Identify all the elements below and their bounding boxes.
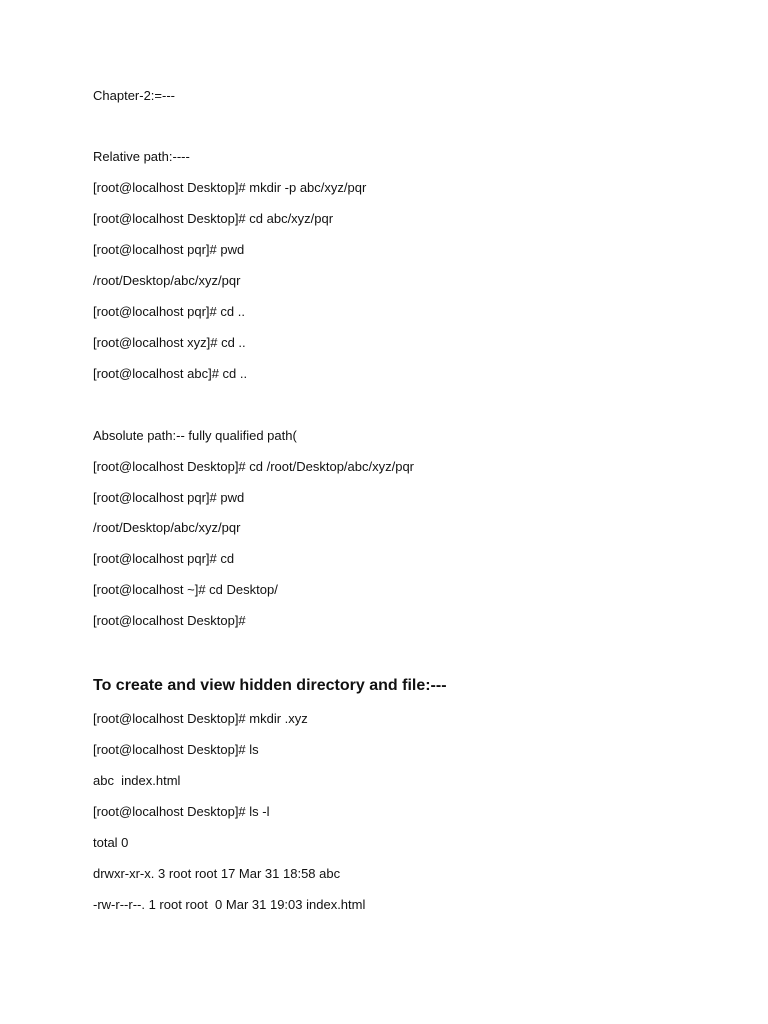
relative-line-6: [root@localhost xyz]# cd .. bbox=[93, 335, 246, 350]
absolute-line-4: [root@localhost pqr]# cd bbox=[93, 551, 235, 566]
hidden-line-1: [root@localhost Desktop]# mkdir .xyz bbox=[93, 711, 308, 726]
absolute-line-1: [root@localhost Desktop]# cd /root/Desktop/abc/xyz/pqr bbox=[93, 459, 415, 474]
relative-line-2: [root@localhost Desktop]# cd abc/xyz/pqr bbox=[93, 211, 334, 226]
hidden-line-4: [root@localhost Desktop]# ls -l bbox=[93, 804, 270, 819]
hidden-line-7: -rw-r--r--. 1 root root 0 Mar 31 19:03 index.html bbox=[93, 897, 366, 912]
relative-path-label: Relative path:---- bbox=[93, 149, 190, 164]
hidden-section-heading: To create and view hidden directory and file:--- bbox=[93, 677, 447, 694]
absolute-line-3: /root/Desktop/abc/xyz/pqr bbox=[93, 520, 241, 535]
chapter-title: Chapter-2:=--- bbox=[93, 88, 175, 103]
absolute-line-5: [root@localhost ~]# cd Desktop/ bbox=[93, 582, 278, 597]
relative-line-1: [root@localhost Desktop]# mkdir -p abc/xyz/pqr bbox=[93, 180, 367, 195]
hidden-line-2: [root@localhost Desktop]# ls bbox=[93, 742, 259, 757]
hidden-line-5: total 0 bbox=[93, 835, 129, 850]
relative-line-5: [root@localhost pqr]# cd .. bbox=[93, 304, 245, 319]
relative-line-7: [root@localhost abc]# cd .. bbox=[93, 366, 248, 381]
absolute-line-2: [root@localhost pqr]# pwd bbox=[93, 490, 245, 505]
hidden-line-6: drwxr-xr-x. 3 root root 17 Mar 31 18:58 abc bbox=[93, 866, 341, 881]
absolute-path-label: Absolute path:-- fully qualified path( bbox=[93, 428, 297, 443]
hidden-line-3: abc index.html bbox=[93, 773, 181, 788]
relative-line-3: [root@localhost pqr]# pwd bbox=[93, 242, 245, 257]
relative-line-4: /root/Desktop/abc/xyz/pqr bbox=[93, 273, 241, 288]
absolute-line-6: [root@localhost Desktop]# bbox=[93, 613, 246, 628]
